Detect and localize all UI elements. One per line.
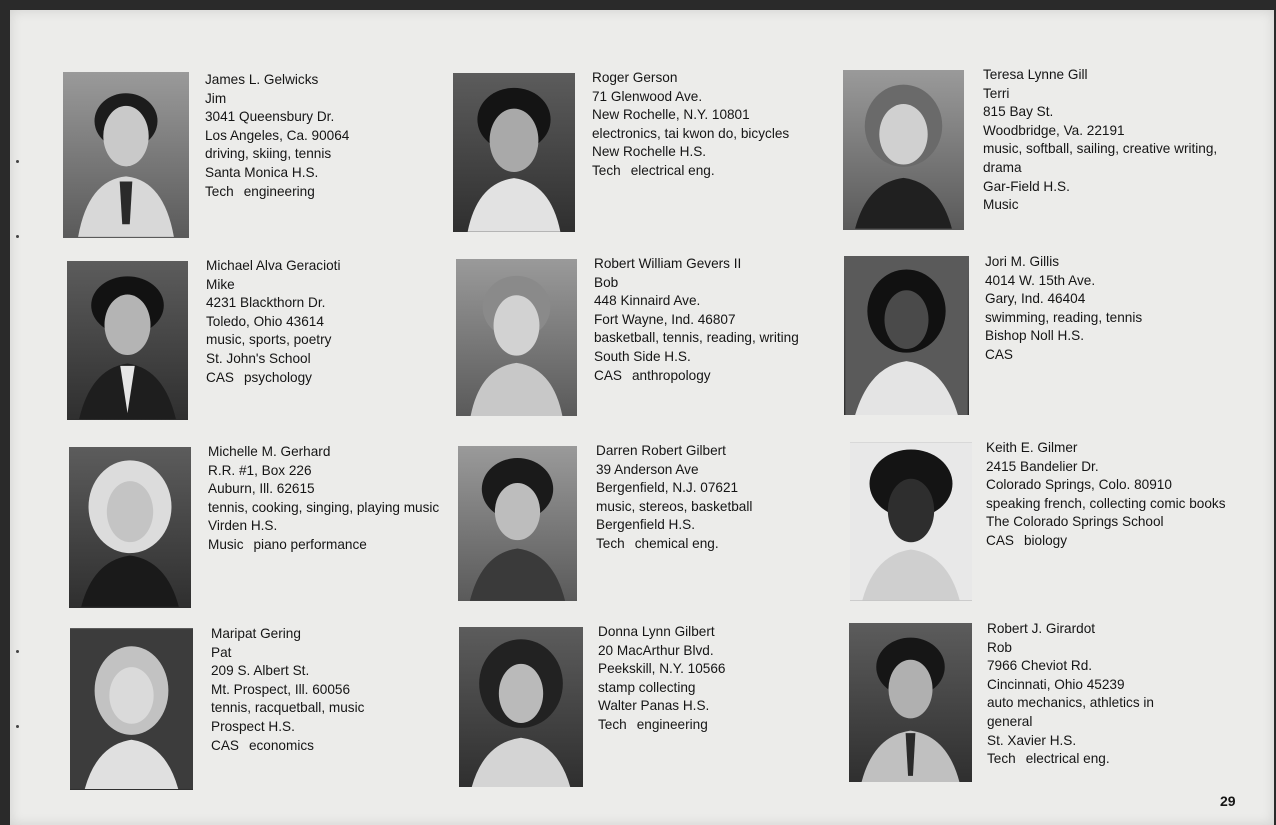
student-city: Gary, Ind. 46404 (985, 291, 1086, 307)
student-city: Auburn, Ill. 62615 (208, 481, 315, 497)
binding-dot (16, 725, 19, 728)
student-city: Toledo, Ohio 43614 (206, 313, 324, 329)
student-nickname: Terri (983, 85, 1010, 101)
student-name: Maripat Gering (211, 626, 301, 641)
student-nickname: Bob (594, 274, 619, 290)
student-portrait (849, 623, 972, 782)
student-city: Fort Wayne, Ind. 46807 (594, 311, 736, 327)
student-interests: music, softball, sailing, creative writing, drama (983, 141, 1218, 175)
student-portrait (850, 442, 972, 601)
student-high-school: Gar-Field H.S. (983, 178, 1070, 194)
student-city: Colorado Springs, Colo. 80910 (986, 477, 1172, 493)
student-program (986, 532, 1226, 551)
student-portrait (453, 73, 575, 232)
student-portrait (843, 70, 964, 230)
student-program (596, 535, 752, 554)
student-college: CAS (206, 369, 234, 385)
student-nickname: Jim (205, 90, 227, 106)
student-name: Darren Robert Gilbert (596, 443, 726, 458)
student-college: Tech (598, 716, 627, 732)
student-portrait (63, 72, 189, 238)
student-major: economics (248, 737, 314, 753)
student-program (208, 536, 448, 555)
student-info (983, 66, 1223, 215)
student-major: electrical eng. (1025, 751, 1110, 767)
student-info (592, 69, 789, 181)
student-city: Woodbridge, Va. 22191 (983, 122, 1125, 138)
student-college: CAS (986, 532, 1014, 548)
student-address: 71 Glenwood Ave. (592, 88, 703, 104)
student-college: Music (983, 197, 1019, 213)
student-program (592, 162, 789, 181)
student-college: Tech (592, 162, 621, 178)
student-info (208, 443, 448, 555)
student-major: biology (1023, 532, 1068, 548)
student-name: Teresa Lynne Gill (983, 67, 1088, 82)
student-city: Los Angeles, Ca. 90064 (205, 127, 350, 143)
student-interests: electronics, tai kwon do, bicycles (592, 125, 790, 141)
student-info (987, 620, 1197, 769)
binding-dot (16, 650, 19, 653)
student-interests: speaking french, collecting comic books (986, 495, 1226, 511)
student-portrait (456, 259, 577, 416)
student-name: Robert William Gevers II (594, 256, 742, 271)
student-high-school: Santa Monica H.S. (205, 164, 319, 180)
student-interests: driving, skiing, tennis (205, 146, 332, 162)
student-program (594, 367, 799, 386)
page-number: 29 (1220, 793, 1236, 809)
student-name: Donna Lynn Gilbert (598, 624, 715, 639)
student-college: Music (208, 536, 244, 552)
student-portrait (70, 628, 193, 790)
student-name: Jori M. Gillis (985, 254, 1060, 269)
student-high-school: South Side H.S. (594, 348, 691, 364)
student-info (206, 257, 340, 387)
student-address: 4014 W. 15th Ave. (985, 272, 1096, 288)
student-interests: swimming, reading, tennis (985, 309, 1143, 325)
student-program (205, 183, 349, 202)
student-nickname: Rob (987, 639, 1012, 655)
student-major: chemical eng. (634, 535, 719, 551)
student-address: 39 Anderson Ave (596, 461, 699, 477)
student-address: 7966 Cheviot Rd. (987, 658, 1093, 674)
student-address: 448 Kinnaird Ave. (594, 293, 701, 309)
binding-dot (16, 160, 19, 163)
student-major: electrical eng. (630, 162, 715, 178)
student-nickname: Pat (211, 644, 232, 660)
student-college: Tech (596, 535, 625, 551)
student-interests: tennis, racquetball, music (211, 700, 365, 716)
student-program (987, 750, 1197, 769)
student-name: Michael Alva Geracioti (206, 258, 341, 273)
student-city: Bergenfield, N.J. 07621 (596, 480, 739, 496)
student-high-school: The Colorado Springs School (986, 514, 1164, 530)
student-city: New Rochelle, N.Y. 10801 (592, 107, 750, 123)
student-info (596, 442, 752, 554)
student-city: Mt. Prospect, Ill. 60056 (211, 681, 351, 697)
student-high-school: Bergenfield H.S. (596, 517, 695, 533)
student-address: 2415 Bandelier Dr. (986, 458, 1099, 474)
student-portrait (69, 447, 191, 608)
student-program (598, 716, 725, 735)
student-high-school: St. John's School (206, 350, 311, 366)
student-high-school: St. Xavier H.S. (987, 732, 1077, 748)
student-high-school: Prospect H.S. (211, 718, 295, 734)
student-address: 209 S. Albert St. (211, 663, 310, 679)
student-college: CAS (211, 737, 239, 753)
student-major: anthropology (631, 367, 711, 383)
student-high-school: New Rochelle H.S. (592, 144, 707, 160)
student-city: Peekskill, N.Y. 10566 (598, 661, 726, 677)
student-city: Cincinnati, Ohio 45239 (987, 676, 1125, 692)
student-high-school: Virden H.S. (208, 518, 278, 534)
student-info (985, 253, 1142, 365)
student-name: Roger Gerson (592, 70, 678, 85)
student-program (206, 369, 340, 388)
student-interests: music, sports, poetry (206, 332, 332, 348)
student-info (211, 625, 364, 755)
student-college: CAS (594, 367, 622, 383)
student-interests: music, stereos, basketball (596, 498, 753, 514)
student-major: engineering (636, 716, 708, 732)
student-high-school: Walter Panas H.S. (598, 698, 710, 714)
student-college: Tech (205, 183, 234, 199)
student-name: Michelle M. Gerhard (208, 444, 331, 459)
student-interests: tennis, cooking, singing, playing music (208, 499, 440, 515)
student-address: 20 MacArthur Blvd. (598, 642, 714, 658)
student-address: R.R. #1, Box 226 (208, 462, 312, 478)
student-name: Robert J. Girardot (987, 621, 1096, 636)
student-interests: auto mechanics, athletics in general (987, 695, 1154, 729)
student-info (598, 623, 725, 735)
student-name: James L. Gelwicks (205, 72, 319, 87)
student-portrait (67, 261, 188, 420)
student-info (986, 439, 1226, 551)
student-info (594, 255, 799, 385)
student-name: Keith E. Gilmer (986, 440, 1078, 455)
student-major: piano performance (253, 536, 367, 552)
binding-dot (16, 235, 19, 238)
student-interests: stamp collecting (598, 679, 696, 695)
student-college: Tech (987, 751, 1016, 767)
student-address: 815 Bay St. (983, 104, 1054, 120)
student-address: 3041 Queensbury Dr. (205, 109, 335, 125)
student-major: psychology (243, 369, 312, 385)
student-program (211, 737, 364, 756)
student-college: CAS (985, 346, 1013, 362)
student-portrait (459, 627, 583, 787)
student-portrait (458, 446, 577, 601)
student-nickname: Mike (206, 276, 235, 292)
student-high-school: Bishop Noll H.S. (985, 328, 1084, 344)
student-interests: basketball, tennis, reading, writing (594, 330, 799, 346)
student-address: 4231 Blackthorn Dr. (206, 295, 326, 311)
student-major: engineering (243, 183, 315, 199)
student-info (205, 71, 349, 201)
student-portrait (844, 256, 969, 415)
yearbook-page (10, 10, 1274, 825)
